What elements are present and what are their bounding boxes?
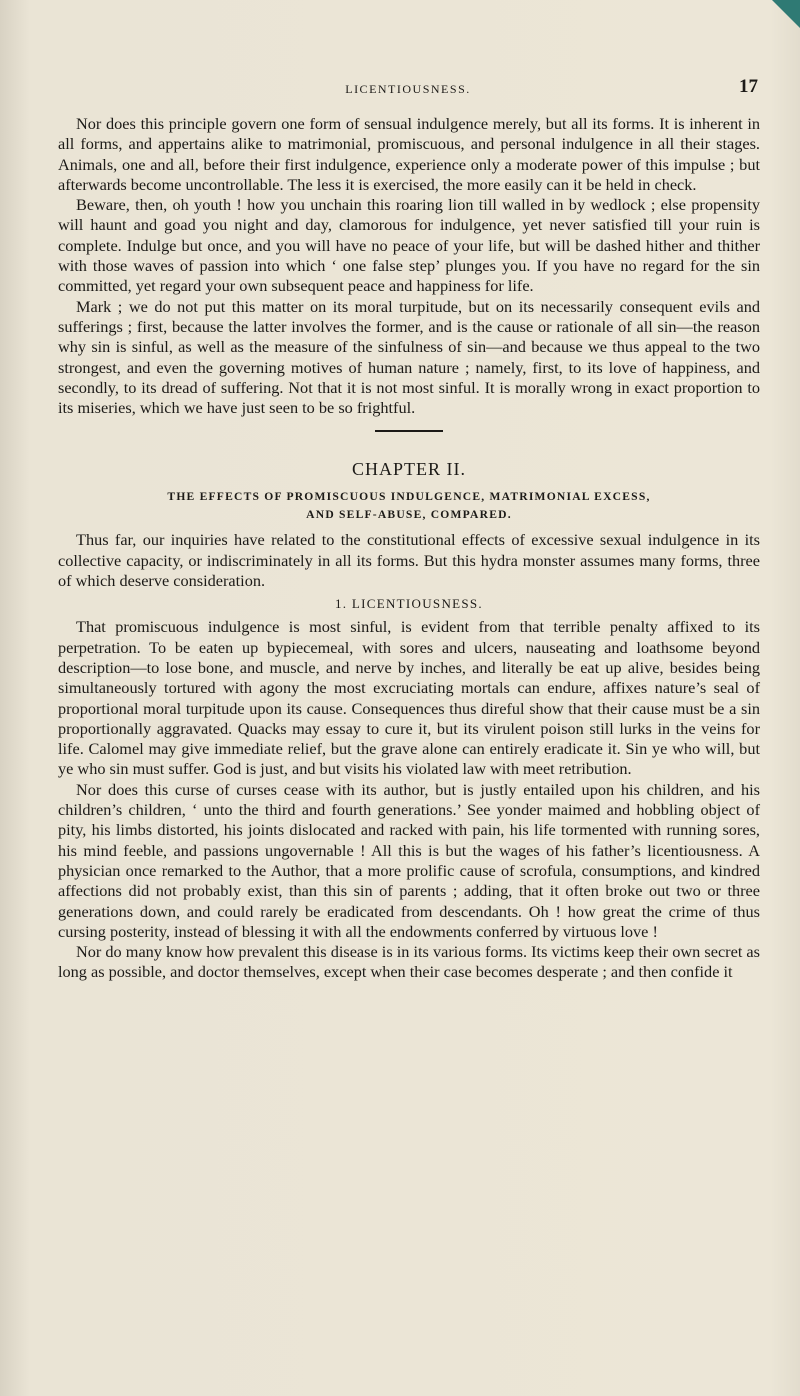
paragraph: Mark ; we do not put this matter on its moral turpitude, but on its necessarily consequent evils and sufferings ; first, because the latter involves the former, and is the cause or rationale of all sin—the reason why sin is sinful, as well as the measure of the sinfulness of sin—and because we thus appeal to the two strongest, and even the governing motives of human nature ; namely, first, to its love of happiness, and secondly, to its dread of suffering. Not that it is not most sinful. It is morally wrong in exact proportion to its miseries, which we have just seen to be so frightful. [58, 296, 760, 418]
paragraph: Nor do many know how prevalent this disease is in its various forms. Its victims keep their own secret as long as possible, and doctor themselves, except when their case becomes desperate ; and then confide it [58, 942, 760, 982]
paragraph: That promiscuous indulgence is most sinful, is evident from that terrible penalty affixed to its perpetration. To be eaten up bypiecemeal, with sores and ulcers, nauseating and loathsome beyond description—to lose bone, and muscle, and nerve by inches, and literally be eat up alive, besides being simultaneously tortured with agony the most excruciating mortals can endure, affixes nature’s seal of proportional moral turpitude upon its cause. Consequences thus direful show that their cause must be a sin proportionally aggravated. Quacks may essay to cure it, but its virulent poison still lurks in the veins for life. Calomel may give immediate relief, but the grave alone can entirely eradicate it. Sin ye who will, but ye who sin must suffer. God is just, and but visits his violated law with meet retribution. [58, 617, 760, 779]
running-head: LICENTIOUSNESS. [345, 82, 471, 96]
chapter-subtitle-line: AND SELF-ABUSE, COMPARED. [306, 508, 512, 522]
paragraph: Nor does this principle govern one form of sensual indulgence merely, but all its forms. It is inherent in all forms, and appertains alike to matrimonial, promiscuous, and personal indulgence in all their stages. Animals, one and all, before their first indulgence, experience only a moderate power of this impulse ; but afterwards become uncontrollable. The less it is exercised, the more easily can it be held in check. [58, 114, 760, 194]
section-heading: 1. LICENTIOUSNESS. [335, 596, 483, 612]
page-header [58, 76, 758, 102]
chapter-subtitle [58, 488, 760, 524]
paragraph: Beware, then, oh youth ! how you unchain this roaring lion till walled in by wedlock ; else propensity will haunt and goad you night and day, clamorous for indulgence, yet never satisfied till your ruin is complete. Indulge but once, and you will have no peace of your life, but will be dashed hither and thither with those waves of passion into which ‘ one false step’ plunges you. If you have no regard for the sin committed, yet regard your own subsequent peace and happiness for life. [58, 195, 760, 296]
chapter-subtitle-line: THE EFFECTS OF PROMISCUOUS INDULGENCE, MATRIMONIAL EXCESS, [167, 490, 651, 504]
page-corner-tab [772, 0, 800, 28]
page-number: 17 [739, 76, 758, 97]
page-body [58, 114, 760, 983]
paragraph: Nor does this curse of curses cease with its author, but is justly entailed upon his children, and his children’s children, ‘ unto the third and fourth generations.’ See yonder maimed and hobbling object of pity, his limbs distorted, his joints dislocated and racked with pain, his life tormented with running sores, his mind feeble, and passions ungovernable ! All this is but the wages of his father’s licentiousness. A physician once remarked to the Author, that a more prolific cause of scrofula, consumptions, and kindred affections did not probably exist, than this sin of parents ; adding, that it often broke out two or three generations down, and could rarely be eradicated from descendants. Oh ! how great the crime of thus cursing posterity, instead of blessing it with all the endowments conferred by virtuous love ! [58, 779, 760, 941]
chapter-intro: Thus far, our inquiries have related to the constitutional effects of excessive sexual indulgence in its collective capacity, or indiscriminately in all its forms. But this hydra monster assumes many forms, three of which deserve consideration. [58, 530, 760, 591]
chapter-title: CHAPTER II. [352, 459, 466, 480]
section-divider [375, 430, 443, 432]
